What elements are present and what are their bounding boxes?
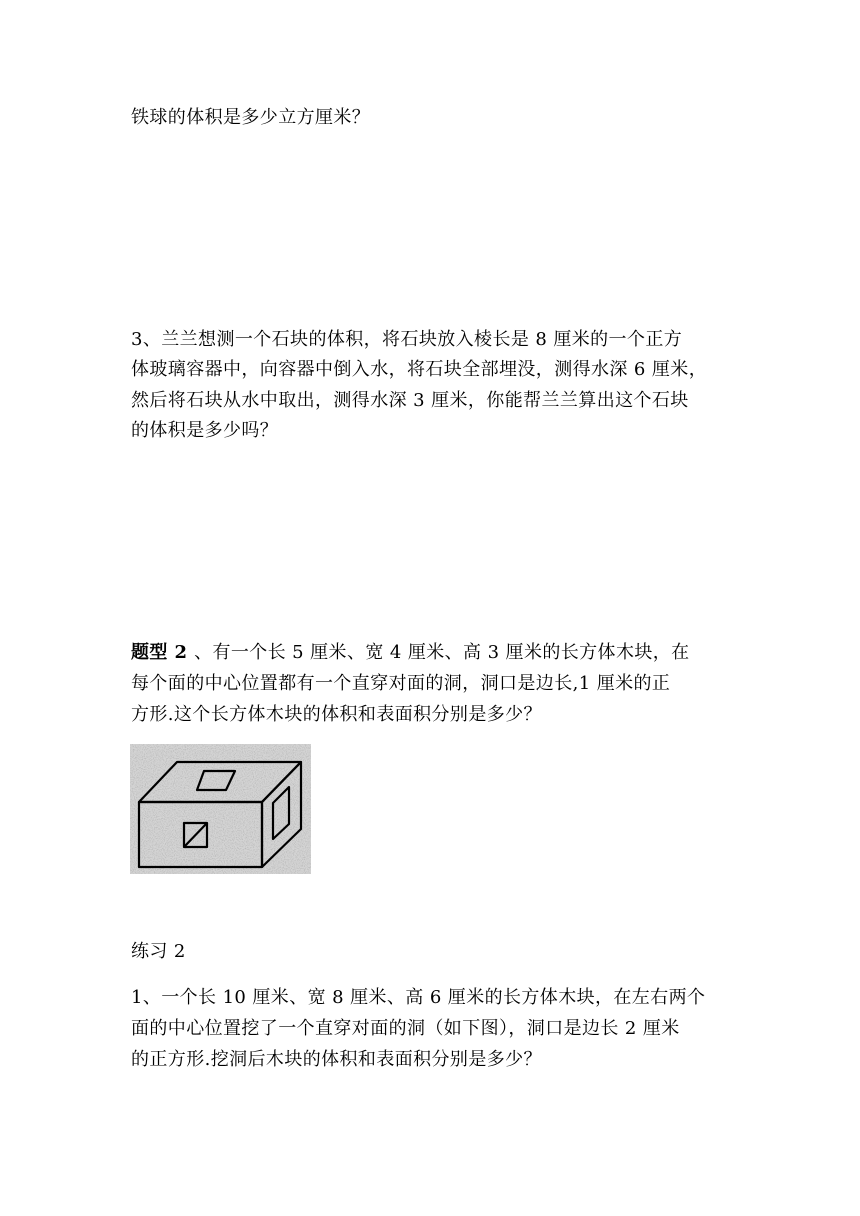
problem-previous-tail: 铁球的体积是多少立方厘米？ <box>131 107 371 128</box>
type-2-line-2: 每个面的中心位置都有一个直穿对面的洞，洞口是边长,1 厘米的正 <box>131 673 671 694</box>
problem-3-line-2: 体玻璃容器中，向容器中倒入水，将石块全部埋没，测得水深 6 厘米， <box>131 359 708 380</box>
type-2-line-1-text: 、有一个长 5 厘米、宽 4 厘米、高 3 厘米的长方体木块，在 <box>194 642 690 663</box>
type-2-line-1 <box>131 638 731 668</box>
type-2-label: 题型 2 <box>131 642 195 663</box>
box-with-holes-figure <box>130 744 311 874</box>
practice-2-q1-line-3: 的正方形.挖洞后木块的体积和表面积分别是多少？ <box>131 1049 542 1070</box>
type-2-line-3: 方形.这个长方体木块的体积和表面积分别是多少？ <box>131 704 542 725</box>
practice-2-q1-line-2: 面的中心位置挖了一个直穿对面的洞（如下图），洞口是边长 2 厘米 <box>131 1018 680 1039</box>
practice-2-q1-line-1: 1、一个长 10 厘米、宽 8 厘米、高 6 厘米的长方体木块，在左右两个 <box>131 987 706 1008</box>
problem-3-line-1: 3、兰兰想测一个石块的体积，将石块放入棱长是 8 厘米的一个正方 <box>131 329 683 350</box>
problem-3-line-3: 然后将石块从水中取出，测得水深 3 厘米，你能帮兰兰算出这个石块 <box>131 390 689 411</box>
practice-2-heading: 练习 2 <box>131 941 186 962</box>
problem-3-line-4: 的体积是多少吗？ <box>131 420 279 441</box>
